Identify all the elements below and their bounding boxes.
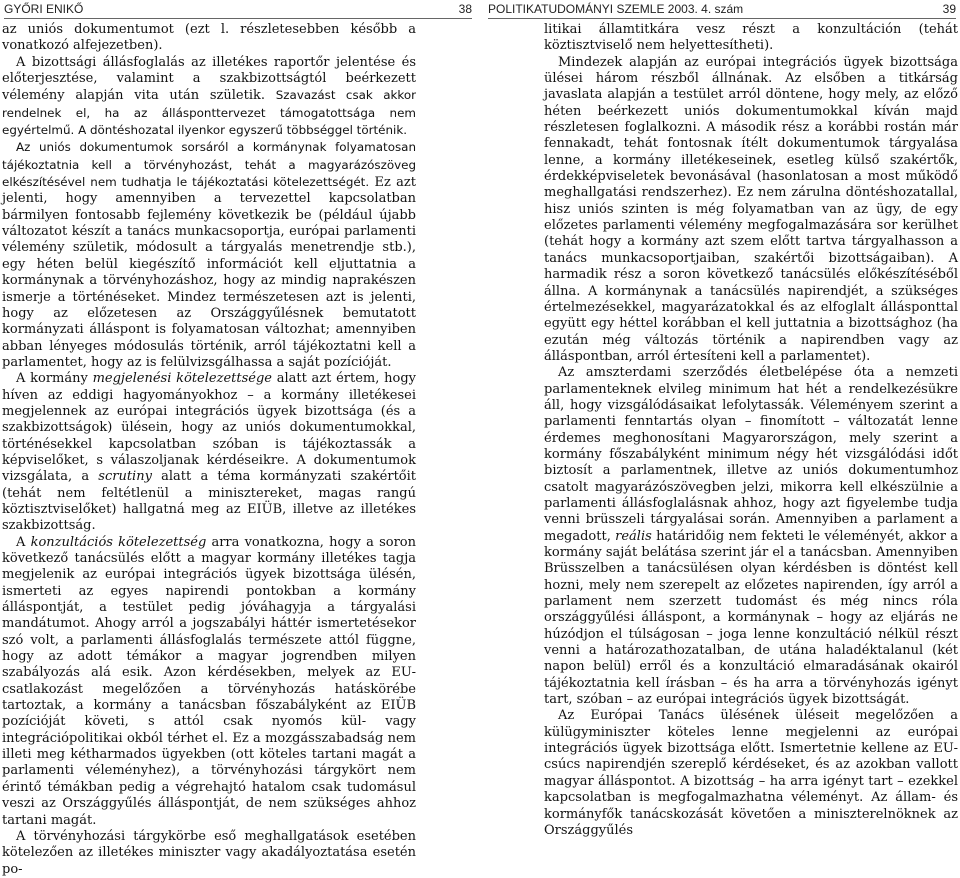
paragraph-text: A bizottsági állásfoglalás az illetékes raportőr jelentése és előterjesztése, valamint a szakbizottságtól beérkezett vélemény alapján vita után születik. (2, 54, 416, 104)
journal-title: POLITIKATUDOMÁNYI SZEMLE 2003. 4. szám (488, 2, 744, 16)
left-header-rule (4, 18, 472, 19)
paragraph-text: Ez azt jelenti, hogy amennyiben a tervezettel kapcsolatban bármilyen fontosabb fejlemény következik be (például újabb változatot készít a tanács munkacsoportja, európai parlamenti vélemény születik, módosult a tárgyalás menetrendje stb.), egy héten belül kiegészítő információt kell eljuttatnia a kormánynak a törvényhozáshoz, hogy az mindig naprakészen ismerje a történéseket. Mindez természetesen azt is jelenti, hogy az előzetesen az Országgyűlésnek bemutatott kormányzati álláspont is folyamatosan változhat; amennyiben abban lényeges módosulás történik, arról tájékoztatni kell a parlamentet, hogy az is felülvizsgálhassa a saját pozícióját. (2, 175, 416, 370)
emphasis-term: scrutiny (98, 469, 152, 485)
left-column (2, 22, 416, 877)
right-column (544, 22, 958, 838)
left-page-number: 38 (458, 2, 472, 16)
paragraph: az uniós dokumentumot (ezt l. részletesebben később a vonatkozó alfejezetben). (2, 22, 416, 54)
emphasis-term: reális (615, 528, 652, 544)
paragraph (544, 365, 958, 708)
paragraph (2, 139, 416, 371)
paragraph-text: alatt a téma kormányzati szakértőit (tehát nem feltétlenül a minisztereket, magas rangú köztisztviselőket) hallgatná meg az EIÜB, illetve az illetékes szakbizottság. (2, 469, 416, 534)
right-page-number: 39 (942, 2, 956, 16)
paragraph-text: A (16, 534, 31, 550)
paragraph (2, 535, 416, 829)
emphasis-term: konzultációs kötelezettség (30, 534, 207, 550)
paragraph: A törvényhozási tárgykörbe eső meghallgatások esetében kötelezően az illetékes miniszter vagy akadályoztatása esetén po- (2, 828, 416, 877)
paragraph-text: A kormány (16, 371, 93, 387)
emphasis-term: megjelenési kötelezettsége (92, 371, 272, 387)
paragraph (2, 371, 416, 534)
paragraph-text: alatt azt értem, hogy híven az eddigi hagyományokhoz – a kormány illetékesei megjelennek az európai integrációs ügyek bizottsága (és a szakbizottságok) ülésein, hogy az uniós dokumentumokkal, történésekkel kapcsolatban szóban is tájékoztassák a képviselőket, s válaszoljanak kérdéseikre. A dokumentumok vizsgálata, a (2, 371, 416, 485)
right-header-rule (488, 18, 956, 19)
paragraph-text: határidőig nem fekteti le véleményét, akkor a kormány saját belátása szerint jár el a tanácsban. Amennyiben Brüsszelben a tanácsülésen olyan kérdésben is döntést kell hozni, mely nem szerepelt az előzetes napirenden, így arról a parlament nem szerzett tudomást és még nincs róla országgyűlési álláspont, a kormánynak – hogy az eljárás ne húzódjon el túlságosan – joga lenne konzultáció nélkül részt venni a határozathozatalban, de utána haladéktalanul (két napon belül) erről és a konzultáció elmaradásának okairól tájékoztatnia kell írásban – és ha arra a törvényhozás igényt tart, szóban – az európai integrációs ügyek bizottságát. (544, 528, 958, 708)
paragraph (2, 55, 416, 140)
paragraph-text-sans: Szavazást csak akkor rendelnek el, ha az állásponttervezet támogatottsága nem egyértelmű. A döntéshozatal ilyenkor egyszerű többséggel történik. (2, 88, 416, 138)
paragraph: Az Európai Tanács ülésének üléseit megelőzően a külügyminiszter köteles lenne megjelenni az európai integrációs ügyek bizottsága előtt. Ismertetnie kellene az EU-csúcs napirendjén szereplő kérdéseket, és az azokban vallott magyar álláspontot. A bizottság – ha arra igényt tart – ezekkel kapcsolatban is megfogalmazhatna véleményt. Az állam- és kormányfők tanácskozását követően a miniszterelnöknek az Országgyűlés (544, 708, 958, 838)
paragraph-text-sans: Az uniós dokumentumok sorsáról a kormánynak folyamatosan tájékoztatnia kell a törvényhozást, tehát a magyarázószöveg elkészítésével nem tudhatja le tájékoztatási kötelezettségét. (2, 140, 416, 190)
paragraph: litikai államtitkára vesz részt a konzultáción (tehát köztisztviselő nem helyettesítheti). (544, 22, 958, 54)
author-name: GYŐRI ENIKŐ (4, 2, 84, 16)
paragraph: Mindezek alapján az európai integrációs ügyek bizottsága ülései három részből állnának. Az elsőben a titkárság javaslata alapján a testület arról döntene, hogy mely, az előző héten beérkezett uniós dokumentumokkal kíván majd részletesen foglalkozni. A második rész a korábbi rostán már fennakadt, tehát fontosnak ítélt dokumentumok tárgyalása lenne, a kormány illetékeseinek, esetleg külső szakértők, érdekképviseletek bevonásával (hasonlatosan a most működő meghallgatási rendszerhez). Ez nem zárulna döntéshozatallal, hisz uniós szinten is még folyamatban van az ügy, de egy előzetes parlamenti vélemény megfogalmazására sor kerülhet (tehát hogy a kormány azt szem előtt tartva tárgyalhasson a tanács munkacsoportjaiban, szakértői bizottságaiban). A harmadik rész a soron következő tanácsülés előkészítéséből állna. A kormánynak a tanácsülés napirendjét, a szükséges értelmezésekkel, magyarázatokkal és az elfoglalt állásponttal együtt egy héttel korábban el kell juttatnia a bizottsághoz (ha ezután még változás történik a napirendben vagy az álláspontban, arról értesíteni kell a parlamentet). (544, 54, 958, 364)
paragraph-text: arra vonatkozna, hogy a soron következő tanácsülés előtt a magyar kormány illetékes tagja megjelenik az európai integrációs ügyek bizottsága ülésén, ismerteti az egyes napirendi pontokban a kormány álláspontját, a testület pedig jóváhagyja a tárgyalási mandátumot. Ahogy arról a jogszabályi háttér ismertetésekor szó volt, a parlamenti állásfoglalás természete attól függne, hogy az adott témákor a magyar jogrendben milyen szabályozás alá esik. Azon kérdésekben, melyek az EU-csatlakozást megelőzően a törvényhozás hatáskörébe tartoztak, a kormány a tanácsban főszabályként az EIÜB pozícióját követi, s attól csak nyomós kül- vagy integrációpolitikai okból térhet el. Ez a mozgásszabadság nem illeti meg kétharmados ügyekben (ott köteles tartani magát a parlamenti véleményhez), a törvényhozási tárgykört nem érintő témákban pedig a végrehajtó hatalom csak tudomásul veszi az Országgyűlés álláspontját, de nem szükséges ahhoz tartani magát. (2, 534, 416, 828)
paragraph-text: Az amszterdami szerződés életbelépése óta a nemzeti parlamenteknek elvileg minimum hat hét a rendelkezésükre áll, hogy vizsgálódásaikat lefolytassák. Véleményem szerint a parlamenti fenntartás olyan – finomított – változatát lenne érdemes meghonosítani Magyarországon, mely szerint a kormány főszabályként minimum négy hét vizsgálódási időt biztosít a parlamentnek, illetve az uniós dokumentumhoz csatolt magyarázószövegben jelzi, mikorra kell elkészülnie a parlamenti állásfoglalásnak ahhoz, hogy azt figyelembe tudja venni brüsszeli tárgyalásai során. Amennyiben a parlament a megadott, (544, 365, 958, 544)
